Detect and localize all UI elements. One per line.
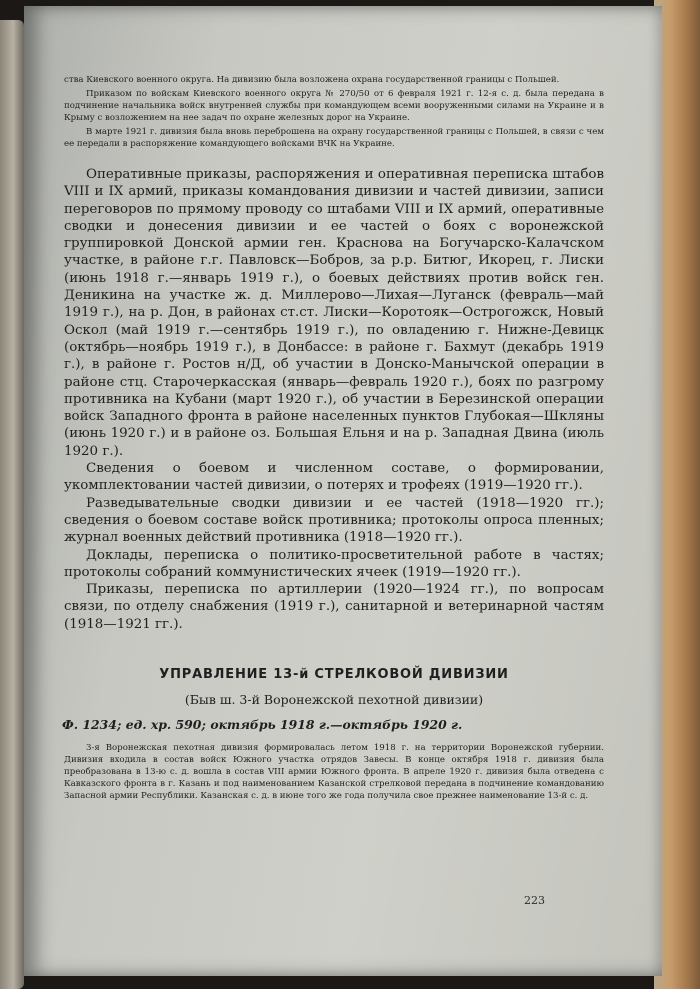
section-subtitle: (Быв ш. 3-й Воронежской пехотной дивизии): [184, 692, 484, 708]
paragraph-intelligence: Разведывательные сводки дивизии и ее частей (1918—1920 гг.); сведения о боевом составе войск противника; протоколы опроса пленных; журнал военных действий противника (1918—1920 гг.).: [64, 495, 604, 546]
intro-note-3: В марте 1921 г. дивизия была вновь переброшена на охрану государственной границы с Польшей, в связи с чем ее передали в распоряжение командующего войсками ВЧК на Украине.: [64, 127, 604, 149]
left-page-edge: [0, 20, 24, 989]
book-page: [24, 6, 662, 976]
section-title: УПРАВЛЕНИЕ 13-й СТРЕЛКОВОЙ ДИВИЗИИ: [159, 667, 509, 683]
intro-note-2: Приказом по войскам Киевского военного округа № 270/50 от 6 февраля 1921 г. 12-я с. д. была передана в подчинение начальника войск внутренней службы при командующем всеми вооруженными силами на Украине и в Крыму с возложением на нее задач по охране железных дорог на Украине.: [64, 89, 604, 123]
paragraph-political-work: Доклады, переписка о политико-просветительной работе в частях; протоколы собраний коммунистических ячеек (1919—1920 гг.).: [64, 547, 604, 580]
fund-reference: Ф. 1234; ед. хр. 590; октябрь 1918 г.—октябрь 1920 г.: [62, 717, 463, 733]
paragraph-combat-strength: Сведения о боевом и численном составе, о формировании, укомплектовании частей дивизии, о потерях и трофеях (1919—1920 гг.).: [64, 461, 604, 494]
page-number: 223: [524, 894, 545, 907]
paragraph-operational-orders: Оперативные приказы, распоряжения и оперативная переписка штабов VIII и IX армий, приказы командования дивизии и частей дивизии, записи переговоров по прямому проводу со штабами VIII и IX армий, оперативные сводки и донесения дивизии и ее частей о боях с воронежской группировкой Донской армии ген. Краснова на Богучарско-Калачском участке, в районе г.г. Павловск—Бобров, за р.р. Битюг, Икорец, г. Лиски (июнь 1918 г.—январь 1919 г.), о боевых действиях против войск ген. Деникина на участке ж. д. Миллерово—Лихая—Луганск (февраль—май 1919 г.), на р. Дон, в районах ст.ст. Лиски—Коротояк—Острогожск, Новый Оскол (май 1919 г.—сентябрь 1919 г.), по овладению г. Нижне-Девицк (октябрь—ноябрь 1919 г.), в Донбассе: в районе г. Бахмут (декабрь 1919 г.), в районе г. Ростов н/Д, об участии в Донско-Манычской операции в районе стц. Старочеркасская (январь—февраль 1920 г.), боях по разгрому противника на Кубани (март 1920 г.), об участии в Березинской операции войск Западного фронта в районе населенных пунктов Глубокая—Шкляны (июнь 1920 г.) и в районе оз. Большая Ельня и на р. Западная Двина (июль 1920 г.).: [64, 167, 604, 459]
paragraph-artillery: Приказы, переписка по артиллерии (1920—1924 гг.), по вопросам связи, по отделу снабжения (1919 г.), санитарной и ветеринарной частям (1918—1921 гг.).: [64, 582, 604, 632]
history-note: 3-я Воронежская пехотная дивизия формировалась летом 1918 г. на территории Воронежской губернии. Дивизия входила в состав войск Южного участка отрядов Завесы. В конце октября 1918 г. дивизия была преобразована в 13-ю с. д. вошла в состав VIII армии Южного фронта. В апреле 1920 г. дивизия была отведена с Кавказского фронта в г. Казань и под наименованием Казанской стрелковой передана в подчинение командованию Запасной армии Республики. Казанская с. д. в июне того же года получила свое прежнее наименование 13-й с. д.: [64, 743, 604, 802]
page-content: [64, 74, 604, 804]
intro-note-1: ства Киевского военного округа. На дивизию была возложена охрана государственной границы с Польшей.: [64, 75, 560, 85]
